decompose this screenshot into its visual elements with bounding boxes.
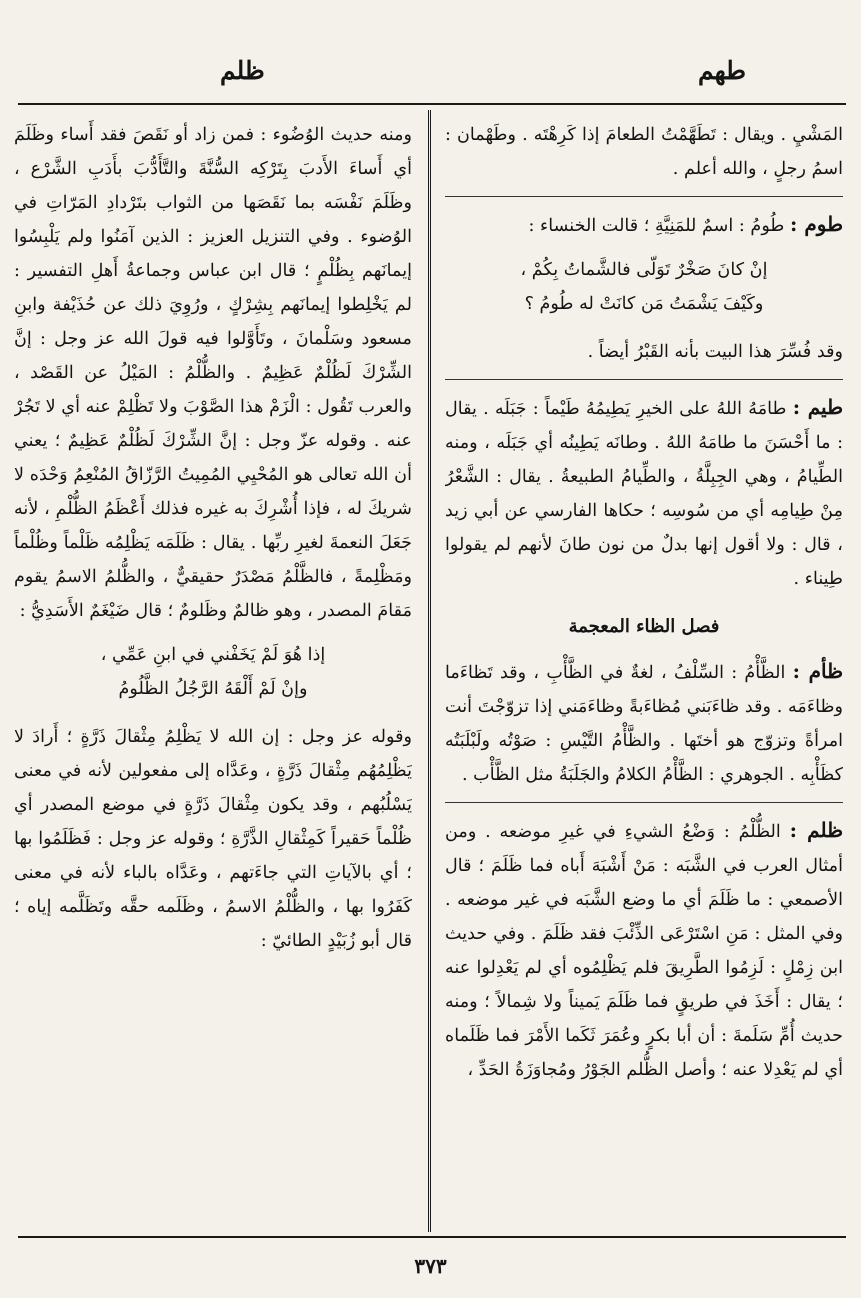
entry-tym-text: طامَهُ اللهُ على الخيرِ يَطِيمُهُ طَيْماً : جَبَلَه . يقال : ما أَحْسَنَ ما طامَهُ اللهُ . وطانَه يَطِينُه أي جَبَلَه ، ومنه الطِّيامُ ، وهي الجِبِلَّةُ ، والطِّيامُ الطبيعةُ . يقال : الشَّعْرُ مِنْ طِيامِه أي من سُوسِه ؛ حكاها الفارسي عن أبي زيد ، قال : ولا أقول إنها بدلٌ من نون طانَ لأنهم لم يقولوا طِيناء . bbox=[445, 399, 843, 589]
verse-line: إذا هُوَ لَمْ يَخَفْني في ابنِ عَمِّي ، bbox=[100, 645, 326, 665]
entry-zulm-continued: ومنه حديث الوُضُوء : فمن زاد أو نَقَصَ فقد أَساء وظَلَمَ أي أَساءَ الأَدبَ بِتَرْكِه السُّنَّةَ والتَّأَدُّبَ بأَدَبِ الشَّرْع ، وظَلَمَ نَفْسَه بما نَقَصَها من الثواب بتَرْدادِ المَرّاتِ في الوُضوء . وفي التنزيل العزيز : الذين آمَنُوا ولم يَلْبِسُوا إيمانَهم بِظُلْمٍ ؛ قال ابن عباس وجماعةُ أَهلِ التفسير : لم يَخْلِطوا إيمانَهم بِشِرْكٍ ، ورُوِيَ ذلك عن حُذَيْفة وابنِ مسعود وسَلْمانَ ، وتَأَوَّلوا فيه قولَ الله عز وجل : إنَّ الشِّرْكَ لَظُلْمٌ عَظِيمٌ . والظُّلْمُ : المَيْلُ عن القَصْد ، والعرب تَقُول : الْزَمْ هذا الصَّوْبَ ولا تَظْلِمْ عنه أي لا تَجُرْ عنه . وقوله عزّ وجل : إنَّ الشِّرْكَ لَظُلْمٌ عَظِيمٌ ؛ يعني أن الله تعالى هو المُحْيِي المُمِيتُ الرَّزّاقُ المُنْعِمُ وَحْدَه لا شريكَ له ، فإذا أُشْرِكَ به غيره فذلك أَعْظَمُ الظُّلْمِ ، لأنه جَعَلَ النعمةَ لغيرِ ربِّها . يقال : ظَلَمَه يَظْلِمُه ظَلْماً وظُلْماً ومَظْلِمةً ، فالظَّلْمُ مَصْدَرٌ حقيقيٌّ ، والظُّلمُ الاسمُ يقوم مَقامَ المصدر ، وهو ظالمٌ وظَلومٌ ؛ قال ضَيْغَمٌ الأَسَدِيُّ : bbox=[14, 125, 412, 621]
page-number: ٣٧٣ bbox=[414, 1254, 447, 1278]
running-head-left: ظلم bbox=[220, 56, 265, 85]
entry-zulm-text: الظُّلْمُ : وَضْعُ الشيءِ في غيرِ موضعه . ومن أمثال العرب في الشَّبَه : مَنْ أَشْبَهَ أَباه فما ظَلَمَ ؛ قال الأصمعي : ما ظَلَمَ أي ما وضع الشَّبَه في غير موضعه . وفي المثل : مَنِ اسْتَرْعَى الذِّئْبَ فقد ظَلَمَ . وفي حديث ابن زِمْلٍ : لَزِمُوا الطَّرِيقَ فلم يَظْلِمُوه أي لم يَعْدِلوا عنه ؛ يقال : أَخَذَ في طريقٍ فما ظَلَمَ يَميناً ولا شِمالاً ؛ ومنه حديث أُمِّ سَلَمةَ : أن أبا بكرٍ وعُمَرَ ثَكَما الأَمْرَ فما ظَلَماه أي لم يَعْدِلا عنه ؛ وأصل الظُّلم الجَوْرُ ومُجاوَزَةُ الحَدِّ ، bbox=[445, 822, 843, 1080]
entry-zaam bbox=[445, 654, 843, 792]
headword-tym: طيم : bbox=[792, 395, 843, 419]
verse-line: وكَيْفَ يَشْمَتُ مَن كانَتْ له طُومُ ؟ bbox=[524, 294, 764, 314]
headword-tawm: طوم : bbox=[790, 212, 843, 236]
entry-tawm bbox=[445, 207, 843, 243]
headword-zulm: ظلم : bbox=[789, 818, 843, 842]
verse-line: وإنْ لَمْ أَلْقَهُ الرَّجُلُ الظَّلُومُ bbox=[118, 679, 308, 699]
right-column bbox=[445, 118, 843, 1228]
verse-khansa bbox=[445, 253, 843, 321]
entry-tawm-text: طُومُ : اسمٌ للمَنِيَّةِ ؛ قالت الخنساء : bbox=[528, 216, 785, 236]
section-title: فصل الظاء المعجمة bbox=[568, 616, 720, 637]
entry-zulm-continued-2: وقوله عز وجل : إن الله لا يَظْلِمُ مِثْقالَ ذَرَّةٍ ؛ أَرادَ لا يَظْلِمُهُم مِثْقالَ ذَرَّةٍ ، وعَدَّاه إلى مفعولين لأنه في معنى يَسْلُبُهم ، وقد يكون مِثْقالَ ذَرَّةٍ في موضع المصدر أي ظُلْماً حَقيراً كَمِثْقالِ الذَّرَّةِ ؛ وقوله عز وجل : فَظَلَمُوا بها ؛ أي بالآياتِ التي جاءَتهم ، وعَدَّاه بالباء لأنه في معنى كَفَرُوا بها ، والظُّلْمُ الاسمُ ، وظَلَمه حقَّه وتَظَلَّمه إياه ؛ قال أبو زُبَيْدٍ الطائيّ : bbox=[14, 727, 412, 951]
verse-line: إنْ كانَ صَخْرٌ تَوَلّى فالشَّماتُ بِكُمْ ، bbox=[520, 260, 768, 280]
left-column bbox=[14, 118, 412, 1228]
entry-tym bbox=[445, 390, 843, 596]
entry-tawm-note: وقد فُسِّرَ هذا البيت بأنه القَبْرُ أيضاً . bbox=[587, 342, 843, 362]
entry-separator bbox=[445, 802, 843, 803]
entry-tahm-continuation: المَشْيِ . ويقال : تَطَهَّمْتُ الطعامَ إذا كَرِهْتَه . وطَهْمان : اسمُ رجلٍ ، والله أعلم . bbox=[445, 125, 843, 179]
entry-zaam-text: الظَّأْمُ : السِّلْفُ ، لغةٌ في الظَّأْبِ ، وقد تَظاءَما وظاءَمَه . وقد ظاءَبَني مُظاءَبةً وظاءَمَني إذا تزوّجْتَ أنت امرأةً وتزوّج هو أختَها . والظَّأْمُ التَّيْسِ : صَوْتُه ولَبْلَبَتُه كظَأْبِه . الجوهري : الظَّأْمُ الكلامُ والجَلَبَةُ مثل الظَّأْب . bbox=[445, 663, 843, 785]
verse-dayghamm bbox=[14, 638, 412, 706]
entry-separator bbox=[445, 379, 843, 380]
column-divider bbox=[428, 110, 431, 1232]
top-rule bbox=[18, 103, 846, 105]
entry-separator bbox=[445, 196, 843, 197]
bottom-rule bbox=[18, 1236, 846, 1238]
headword-zaam: ظأم : bbox=[792, 659, 843, 683]
entry-zulm bbox=[445, 813, 843, 1087]
running-head-right: طهم bbox=[697, 56, 746, 85]
